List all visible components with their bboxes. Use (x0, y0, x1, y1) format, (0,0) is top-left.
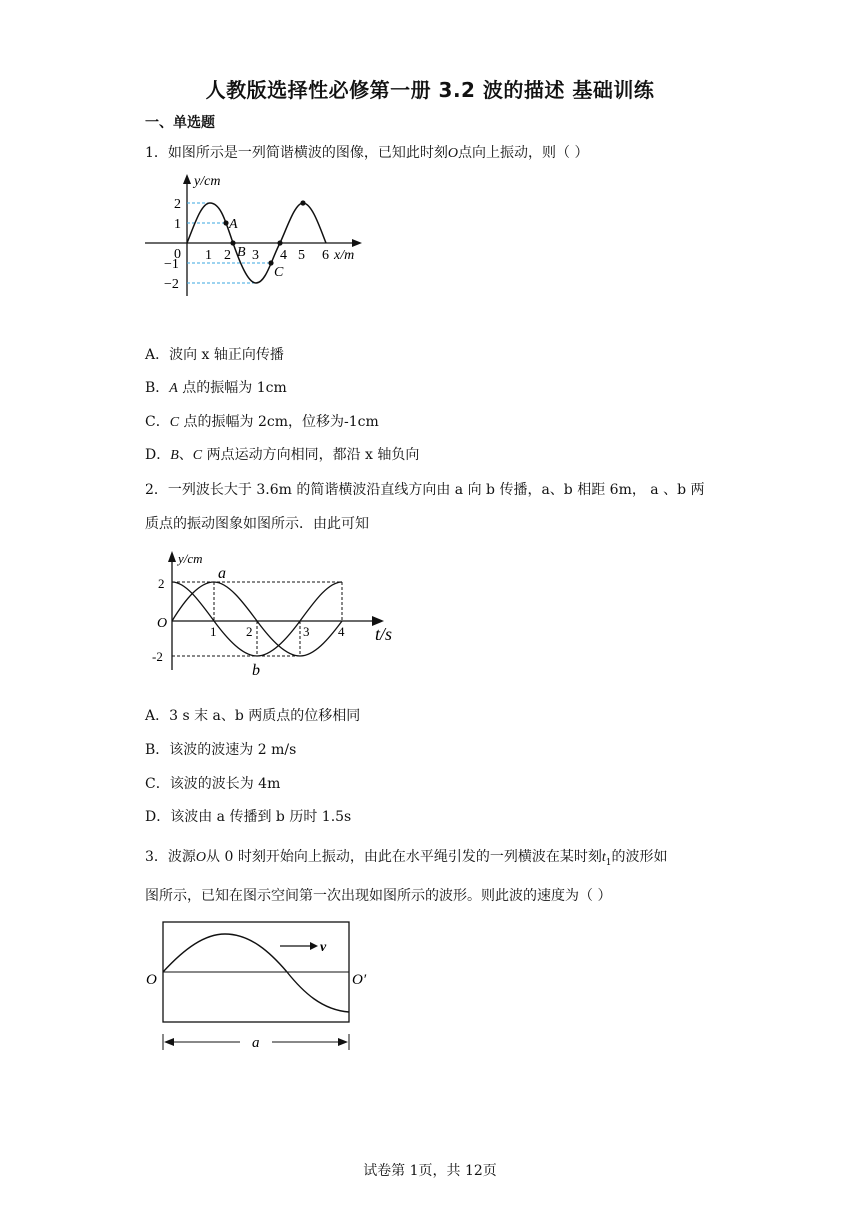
q1-label-b: B (237, 245, 246, 260)
q1-option-d[interactable]: D．B、C 两点运动方向相同，都沿 x 轴负向 (145, 447, 420, 463)
q2-t-tick-4: 4 (338, 624, 345, 639)
q3-velocity-label: v (320, 940, 327, 955)
q3-dim-arrow-right (338, 1038, 348, 1046)
q1-y-tick-neg2: −2 (164, 277, 179, 292)
q2-option-d[interactable]: D．该波由 a 传播到 b 历时 1.5s (145, 809, 352, 825)
q1-y-arrow (183, 174, 191, 184)
q3-width-label: a (252, 1035, 260, 1051)
q1-x-tick-6: 6 (322, 248, 329, 263)
q3-stem-line1: 3．波源O从 0 时刻开始向上振动，由此在水平绳引发的一列横波在某时刻$t_1$的波形如 (145, 849, 668, 868)
q1-y-tick-2: 2 (174, 197, 181, 212)
q3-right-label: O′ (352, 972, 367, 988)
q1-y-tick-1: 1 (174, 217, 181, 232)
q2-curve-b (172, 582, 342, 656)
q2-t-label: t/s (375, 624, 393, 644)
q1-wave-figure (140, 168, 380, 298)
q1-x-tick-3: 3 (252, 248, 259, 263)
q2-stem-line1: 2．一列波长大于 3.6m 的简谐横波沿直线方向由 a 向 b 传播，a、b 相距 6m， a 、b 两 (145, 482, 705, 498)
q1-x-tick-4: 4 (280, 248, 287, 263)
q2-y-label: y/cm (178, 551, 203, 566)
q3-dim-arrow-left (164, 1038, 174, 1046)
q1-point-4 (277, 240, 282, 245)
q2-y-tick-neg2: -2 (152, 649, 163, 664)
q2-vibration-figure (148, 545, 410, 680)
q2-label-a: a (218, 565, 226, 582)
q1-label-a: A (229, 217, 238, 232)
document-title: 人教版选择性必修第一册 3.2 波的描述 基础训练 (205, 78, 655, 102)
q1-point-a (223, 220, 228, 225)
q2-curve-a (172, 582, 342, 656)
q2-t-tick-3: 3 (303, 624, 310, 639)
q1-origin: 0 (174, 247, 181, 262)
q1-x-arrow (352, 239, 362, 247)
q1-option-c[interactable]: C．C 点的振幅为 2cm，位移为-1cm (145, 414, 379, 430)
q1-option-b[interactable]: B．A 点的振幅为 1cm (145, 380, 287, 396)
q2-option-c[interactable]: C．该波的波长为 4m (145, 776, 281, 792)
q3-stem-line2: 图所示，已知在图示空间第一次出现如图所示的波形。则此波的速度为（ ） (145, 888, 612, 904)
q2-t-tick-2: 2 (246, 624, 253, 639)
q1-point-c (268, 260, 273, 265)
q3-rope-figure (140, 915, 390, 1055)
q1-stem: 1．如图所示是一列简谐横波的图像，已知此时刻O点向上振动，则（ ） (145, 145, 589, 161)
q1-option-a[interactable]: A．波向 x 轴正向传播 (145, 347, 284, 363)
q1-x-label: x/m (334, 248, 355, 263)
section-heading: 一、单选题 (145, 115, 215, 131)
q1-point-crest (300, 200, 305, 205)
q2-option-b[interactable]: B．该波的波速为 2 m/s (145, 742, 297, 758)
page-footer: 试卷第 1页，共 12页 (363, 1163, 497, 1179)
q3-velocity-arrowhead (310, 942, 318, 950)
q2-stem-line2: 质点的振动图象如图所示．由此可知 (145, 516, 369, 532)
q2-origin: O (157, 616, 168, 631)
q2-t-tick-1: 1 (210, 624, 217, 639)
q1-point-b (230, 240, 235, 245)
q1-x-tick-1: 1 (205, 248, 212, 263)
q2-label-b: b (252, 662, 260, 679)
q1-label-c: C (274, 265, 284, 280)
q2-option-a[interactable]: A．3 s 末 a、b 两质点的位移相同 (145, 708, 361, 724)
q3-left-label: O (146, 972, 157, 988)
q1-x-tick-2: 2 (224, 248, 231, 263)
q1-y-label: y/cm (194, 174, 221, 189)
q1-x-tick-5: 5 (298, 248, 305, 263)
q2-y-arrow (168, 551, 176, 562)
q2-y-tick-2: 2 (158, 576, 165, 591)
q1-y-tick-neg1: −1 (164, 257, 179, 272)
